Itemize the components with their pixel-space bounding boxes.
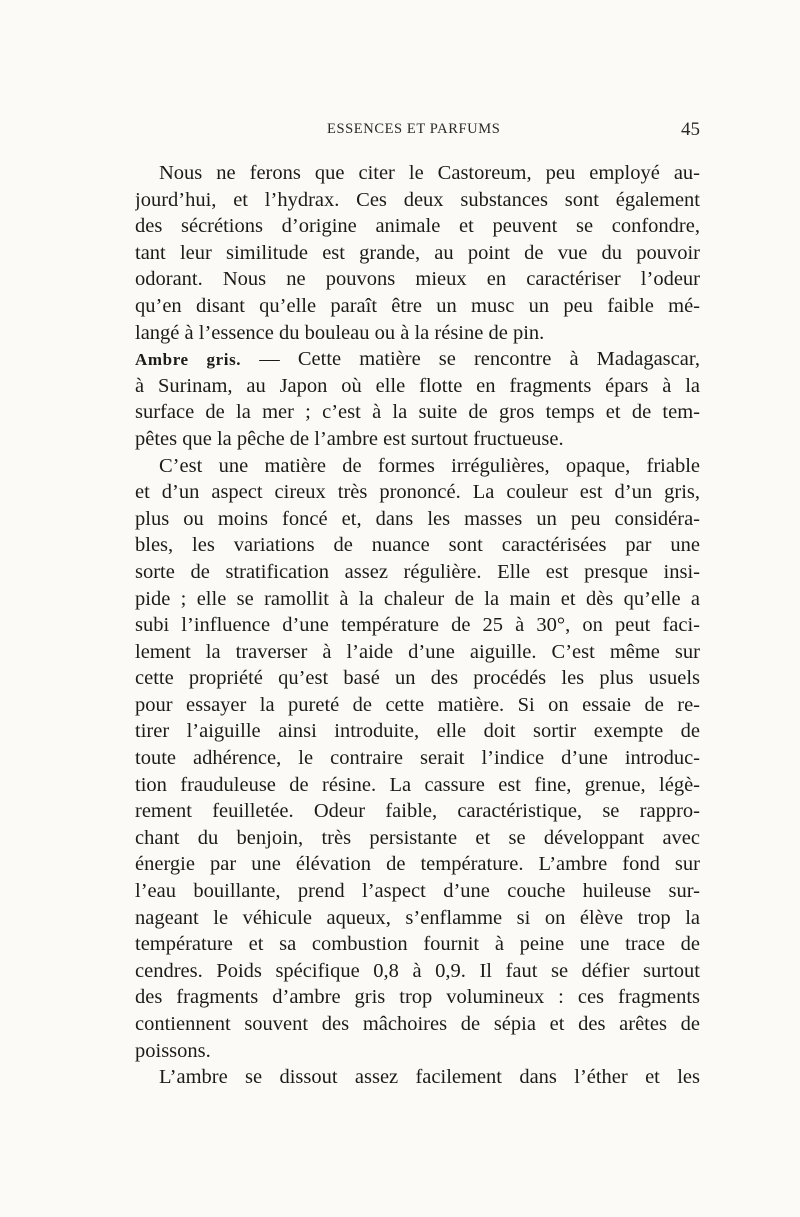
text-line	[135, 453, 700, 480]
line-text: langé à l’essence du bouleau ou à la résine de pin.	[135, 321, 545, 344]
line-text: tion frauduleuse de résine. La cassure est fine, grenue, légè-	[135, 773, 700, 796]
text-line	[135, 718, 700, 745]
line-text: pour essayer la pureté de cette matière. Si on essaie de re-	[135, 693, 700, 716]
text-line	[135, 1038, 700, 1065]
line-text: sorte de stratification assez régulière. Elle est presque insi-	[135, 560, 700, 583]
text-line	[135, 399, 700, 426]
text-line	[135, 293, 700, 320]
text-line	[135, 905, 700, 932]
header-title: ESSENCES ET PARFUMS	[327, 121, 501, 137]
line-text: Nous ne ferons que citer le Castoreum, peu employé au-	[159, 162, 700, 184]
line-text: qu’en disant qu’elle paraît être un musc un peu faible mé-	[135, 294, 700, 317]
line-text: — Cette matière se rencontre à Madagascar,	[241, 348, 700, 371]
text-line	[135, 639, 700, 666]
line-text: cette propriété qu’est basé un des procédés les plus usuels	[135, 667, 700, 690]
text-line	[135, 958, 700, 985]
text-line	[135, 373, 700, 400]
line-text: subi l’influence d’une température de 25 à 30°, on peut faci-	[135, 614, 700, 637]
line-text: pide ; elle se ramollit à la chaleur de la main et dès qu’elle a	[135, 587, 700, 610]
page-number: 45	[681, 119, 700, 140]
line-text: pêtes que la pêche de l’ambre est surtout fructueuse.	[135, 427, 564, 450]
line-text: jourd’hui, et l’hydrax. Ces deux substances sont également	[135, 188, 700, 211]
text-line	[135, 878, 700, 905]
text-line	[135, 1011, 700, 1038]
text-line	[135, 692, 700, 719]
text-line	[135, 586, 700, 613]
line-text: l’eau bouillante, prend l’aspect d’une couche huileuse sur-	[135, 880, 700, 903]
line-text: poissons.	[135, 1039, 211, 1062]
text-line	[135, 851, 700, 878]
line-text: chant du benjoin, très persistante et se développant avec	[135, 826, 700, 849]
text-line	[135, 266, 700, 293]
line-text: C’est une matière de formes irrégulières, opaque, friable	[159, 454, 700, 477]
text-line	[135, 825, 700, 852]
text-line	[135, 931, 700, 958]
line-text: bles, les variations de nuance sont caractérisées par une	[135, 534, 700, 557]
text-line	[135, 745, 700, 772]
line-text: nageant le véhicule aqueux, s’enflamme si on élève trop la	[135, 906, 700, 929]
section-heading: Ambre gris.	[135, 350, 242, 370]
line-text: rement feuilletée. Odeur faible, caractéristique, se rappro-	[135, 800, 700, 823]
line-text: surface de la mer ; c’est à la suite de gros temps et de tem-	[135, 401, 700, 424]
text-line	[135, 160, 700, 187]
line-text: toute adhérence, le contraire serait l’indice d’une introduc-	[135, 747, 700, 770]
text-line	[135, 665, 700, 692]
line-text: des fragments d’ambre gris trop volumineux : ces fragments	[135, 986, 700, 1009]
text-line	[135, 187, 700, 214]
line-text: et d’un aspect cireux très prononcé. La couleur est d’un gris,	[135, 481, 700, 504]
text-line	[135, 240, 700, 267]
line-text: odorant. Nous ne pouvons mieux en caractériser l’odeur	[135, 268, 700, 291]
text-line	[135, 506, 700, 533]
text-line	[135, 346, 700, 373]
body-text	[135, 160, 700, 1091]
text-line	[135, 772, 700, 799]
text-line	[135, 426, 700, 453]
line-text: température et sa combustion fournit à peine une trace de	[135, 933, 700, 956]
text-line	[135, 984, 700, 1011]
text-line	[135, 798, 700, 825]
line-text: énergie par une élévation de température. L’ambre fond sur	[135, 853, 700, 876]
line-text: contiennent souvent des mâchoires de sépia et des arêtes de	[135, 1013, 700, 1035]
line-text: L’ambre se dissout assez facilement dans l’éther et les	[159, 1066, 700, 1089]
text-line	[135, 532, 700, 559]
line-text: tirer l’aiguille ainsi introduite, elle doit sortir exempte de	[135, 720, 700, 743]
text-line	[135, 559, 700, 586]
running-head	[135, 121, 700, 145]
text-line	[135, 213, 700, 240]
line-text: des sécrétions d’origine animale et peuvent se confondre,	[135, 215, 700, 238]
text-line	[135, 479, 700, 506]
line-text: plus ou moins foncé et, dans les masses un peu considéra-	[135, 507, 700, 530]
text-line	[135, 320, 700, 347]
text-line	[135, 612, 700, 639]
line-text: lement la traverser à l’aide d’une aiguille. C’est même sur	[135, 640, 700, 663]
line-text: cendres. Poids spécifique 0,8 à 0,9. Il faut se défier surtout	[135, 959, 700, 982]
line-text: à Surinam, au Japon où elle flotte en fragments épars à la	[135, 374, 700, 397]
text-line	[135, 1064, 700, 1091]
line-text: tant leur similitude est grande, au point de vue du pouvoir	[135, 241, 700, 264]
